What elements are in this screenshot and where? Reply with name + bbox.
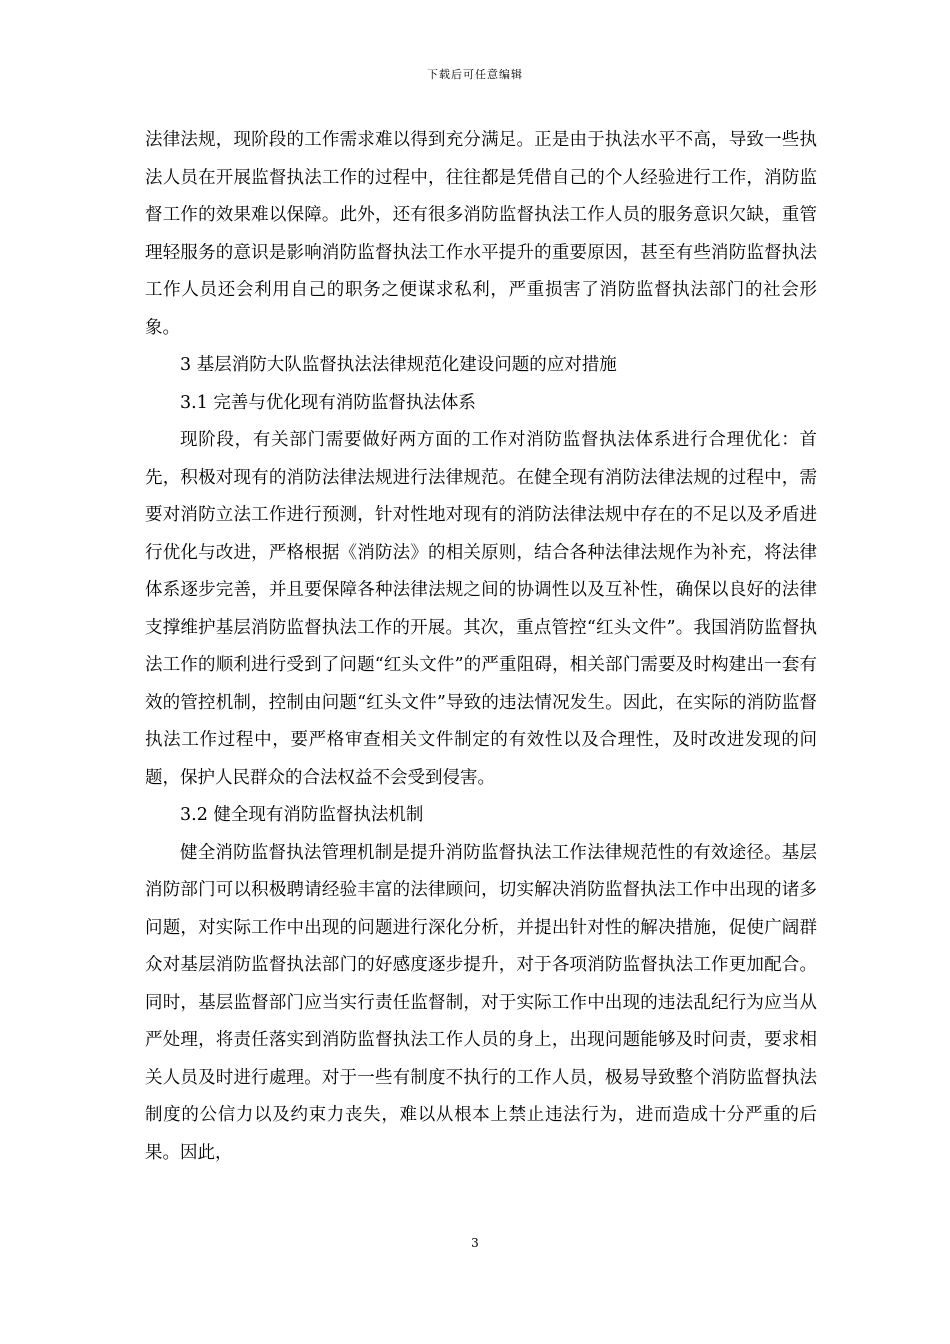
subsection-heading-3-1: 3.1 完善与优化现有消防监督执法体系: [180, 392, 476, 413]
section-heading-3: 3 基层消防大队监督执法法律规范化建设问题的应对措施: [180, 355, 617, 375]
paragraph-3-1: 现阶段，有关部门需要做好两方面的工作对消防监督执法体系进行合理优化：首先，积极对现有的消防法律法规进行法律规范。在健全现有消防法律法规的过程中，需要对消防立法工作进行预测，针对性地对现有的消防法律法规中存在的不足以及矛盾进行优化与改进，严格根据《消防法》的相关原则，结合各种法律法规作为补充，将法律体系逐步完善，并且要保障各种法律法规之间的协调性以及互补性，确保以良好的法律支撑维护基层消防监督执法工作的开展。其次，重点管控“红头文件”。我国消防监督执法工作的顺利进行受到了问题“红头文件”的严重阻碍，相关部门需要及时构建出一套有效的管控机制，控制由问题“红头文件”导致的违法情况发生。因此，在实际的消防监督执法工作过程中，要严格审查相关文件制定的有效性以及合理性，及时改进发现的问题，保护人民群众的合法权益不会受到侵害。: [145, 430, 817, 788]
subsection-heading-3-2: 3.2 健全现有消防监督执法机制: [180, 805, 424, 825]
page-header-note: 下载后可任意编辑: [427, 68, 523, 81]
page-number: 3: [471, 1236, 479, 1250]
paragraph-3-2: 健全消防监督执法管理机制是提升消防监督执法工作法律规范性的有效途径。基层消防部门可以积极聘请经验丰富的法律顾问，切实解决消防监督执法工作中出现的诸多问题，对实际工作中出现的问题进行深化分析，并提出针对性的解决措施，促使广阔群众对基层消防监督执法部门的好感度逐步提升，对于各项消防监督执法工作更加配合。同时，基层监督部门应当实行责任监督制，对于实际工作中出现的违法乱纪行为应当从严处理，将责任落实到消防监督执法工作人员的身上，出现问题能够及时问责，要求相关人员及时进行處理。对于一些有制度不执行的工作人员，极易导致整个消防监督执法制度的公信力以及约束力丧失，难以从根本上禁止违法行为，进而造成十分严重的后果。因此，: [145, 842, 817, 1163]
document-body: [145, 122, 817, 1172]
paragraph-continuation: 法律法规，现阶段的工作需求难以得到充分满足。正是由于执法水平不高，导致一些执法人员在开展监督执法工作的过程中，往往都是凭借自己的个人经验进行工作，消防监督工作的效果难以保障。此外，还有很多消防监督执法工作人员的服务意识欠缺，重管理轻服务的意识是影响消防监督执法工作水平提升的重要原因，甚至有些消防监督执法工作人员还会利用自己的职务之便谋求私利，严重损害了消防监督执法部门的社会形象。: [145, 130, 817, 338]
